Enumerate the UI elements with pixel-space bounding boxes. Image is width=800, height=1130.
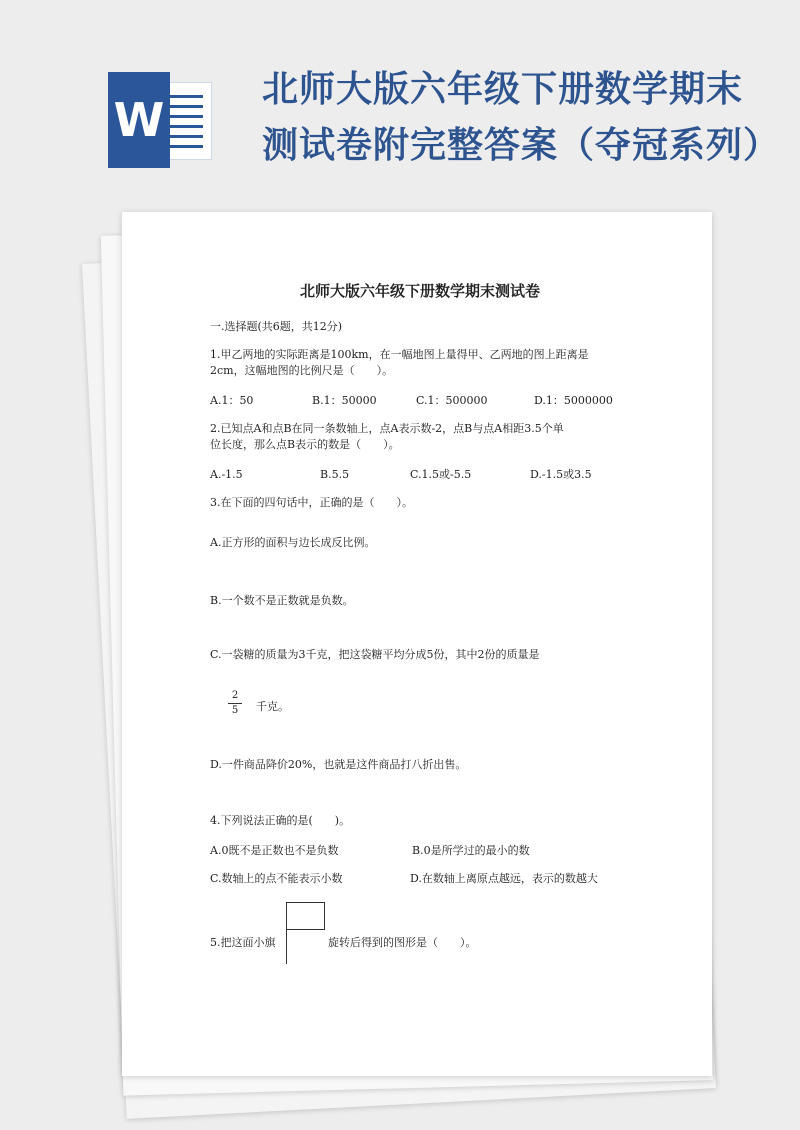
q4-option-b: B.0是所学过的最小的数 xyxy=(412,844,530,857)
title-line-2: 测试卷附完整答案（夺冠系列） xyxy=(262,125,781,166)
q4-option-d: D.在数轴上离原点越远，表示的数越大 xyxy=(410,872,598,885)
q1-option-a: A.1：50 xyxy=(210,394,254,407)
q2-option-d: D.-1.5或3.5 xyxy=(530,468,592,481)
q2-option-a: A.-1.5 xyxy=(210,468,243,481)
page-title xyxy=(262,62,782,174)
q3-option-c-unit: 千克。 xyxy=(256,700,289,713)
title-line-1: 北师大版六年级下册数学期末 xyxy=(262,69,744,110)
question-4-stem: 4.下列说法正确的是( )。 xyxy=(210,814,351,827)
section-heading: 一.选择题(共6题，共12分) xyxy=(210,320,343,333)
word-logo xyxy=(108,72,212,168)
word-icon: W xyxy=(108,72,170,168)
q3-option-a: A.正方形的面积与边长成反比例。 xyxy=(210,536,376,549)
q2-option-c: C.1.5或-5.5 xyxy=(410,468,472,481)
question-2-line-2: 位长度，那么点B表示的数是（ ）。 xyxy=(210,438,400,451)
q3-option-c: C.一袋糖的质量为3千克，把这袋糖平均分成5份，其中2份的质量是 xyxy=(210,648,540,661)
fraction-numerator: 2 xyxy=(231,690,239,701)
q4-option-c: C.数轴上的点不能表示小数 xyxy=(210,872,343,885)
q4-option-a: A.0既不是正数也不是负数 xyxy=(210,844,339,857)
fraction xyxy=(228,690,242,717)
question-5-stem-end: 旋转后得到的图形是（ ）。 xyxy=(328,936,477,949)
fraction-denominator: 5 xyxy=(231,705,239,716)
question-5-stem-start: 5.把这面小旗 xyxy=(210,936,276,949)
q3-option-d: D.一件商品降价20%，也就是这件商品打八折出售。 xyxy=(210,758,467,771)
q1-option-d: D.1：5000000 xyxy=(534,394,613,407)
question-3-stem: 3.在下面的四句话中，正确的是（ ）。 xyxy=(210,496,413,509)
document-title: 北师大版六年级下册数学期末测试卷 xyxy=(299,282,540,300)
q3-option-b: B.一个数不是正数就是负数。 xyxy=(210,594,354,607)
flag-figure xyxy=(286,902,326,964)
q1-option-b: B.1：50000 xyxy=(312,394,377,407)
q1-option-c: C.1：500000 xyxy=(416,394,488,407)
question-2-line-1: 2.已知点A和点B在同一条数轴上，点A表示数-2，点B与点A相距3.5个单 xyxy=(210,422,564,435)
question-1-line-1: 1.甲乙两地的实际距离是100km，在一幅地图上量得甲、乙两地的图上距离是 xyxy=(210,348,589,361)
question-1-line-2: 2cm，这幅地图的比例尺是（ ）。 xyxy=(210,364,394,377)
q2-option-b: B.5.5 xyxy=(320,468,350,481)
